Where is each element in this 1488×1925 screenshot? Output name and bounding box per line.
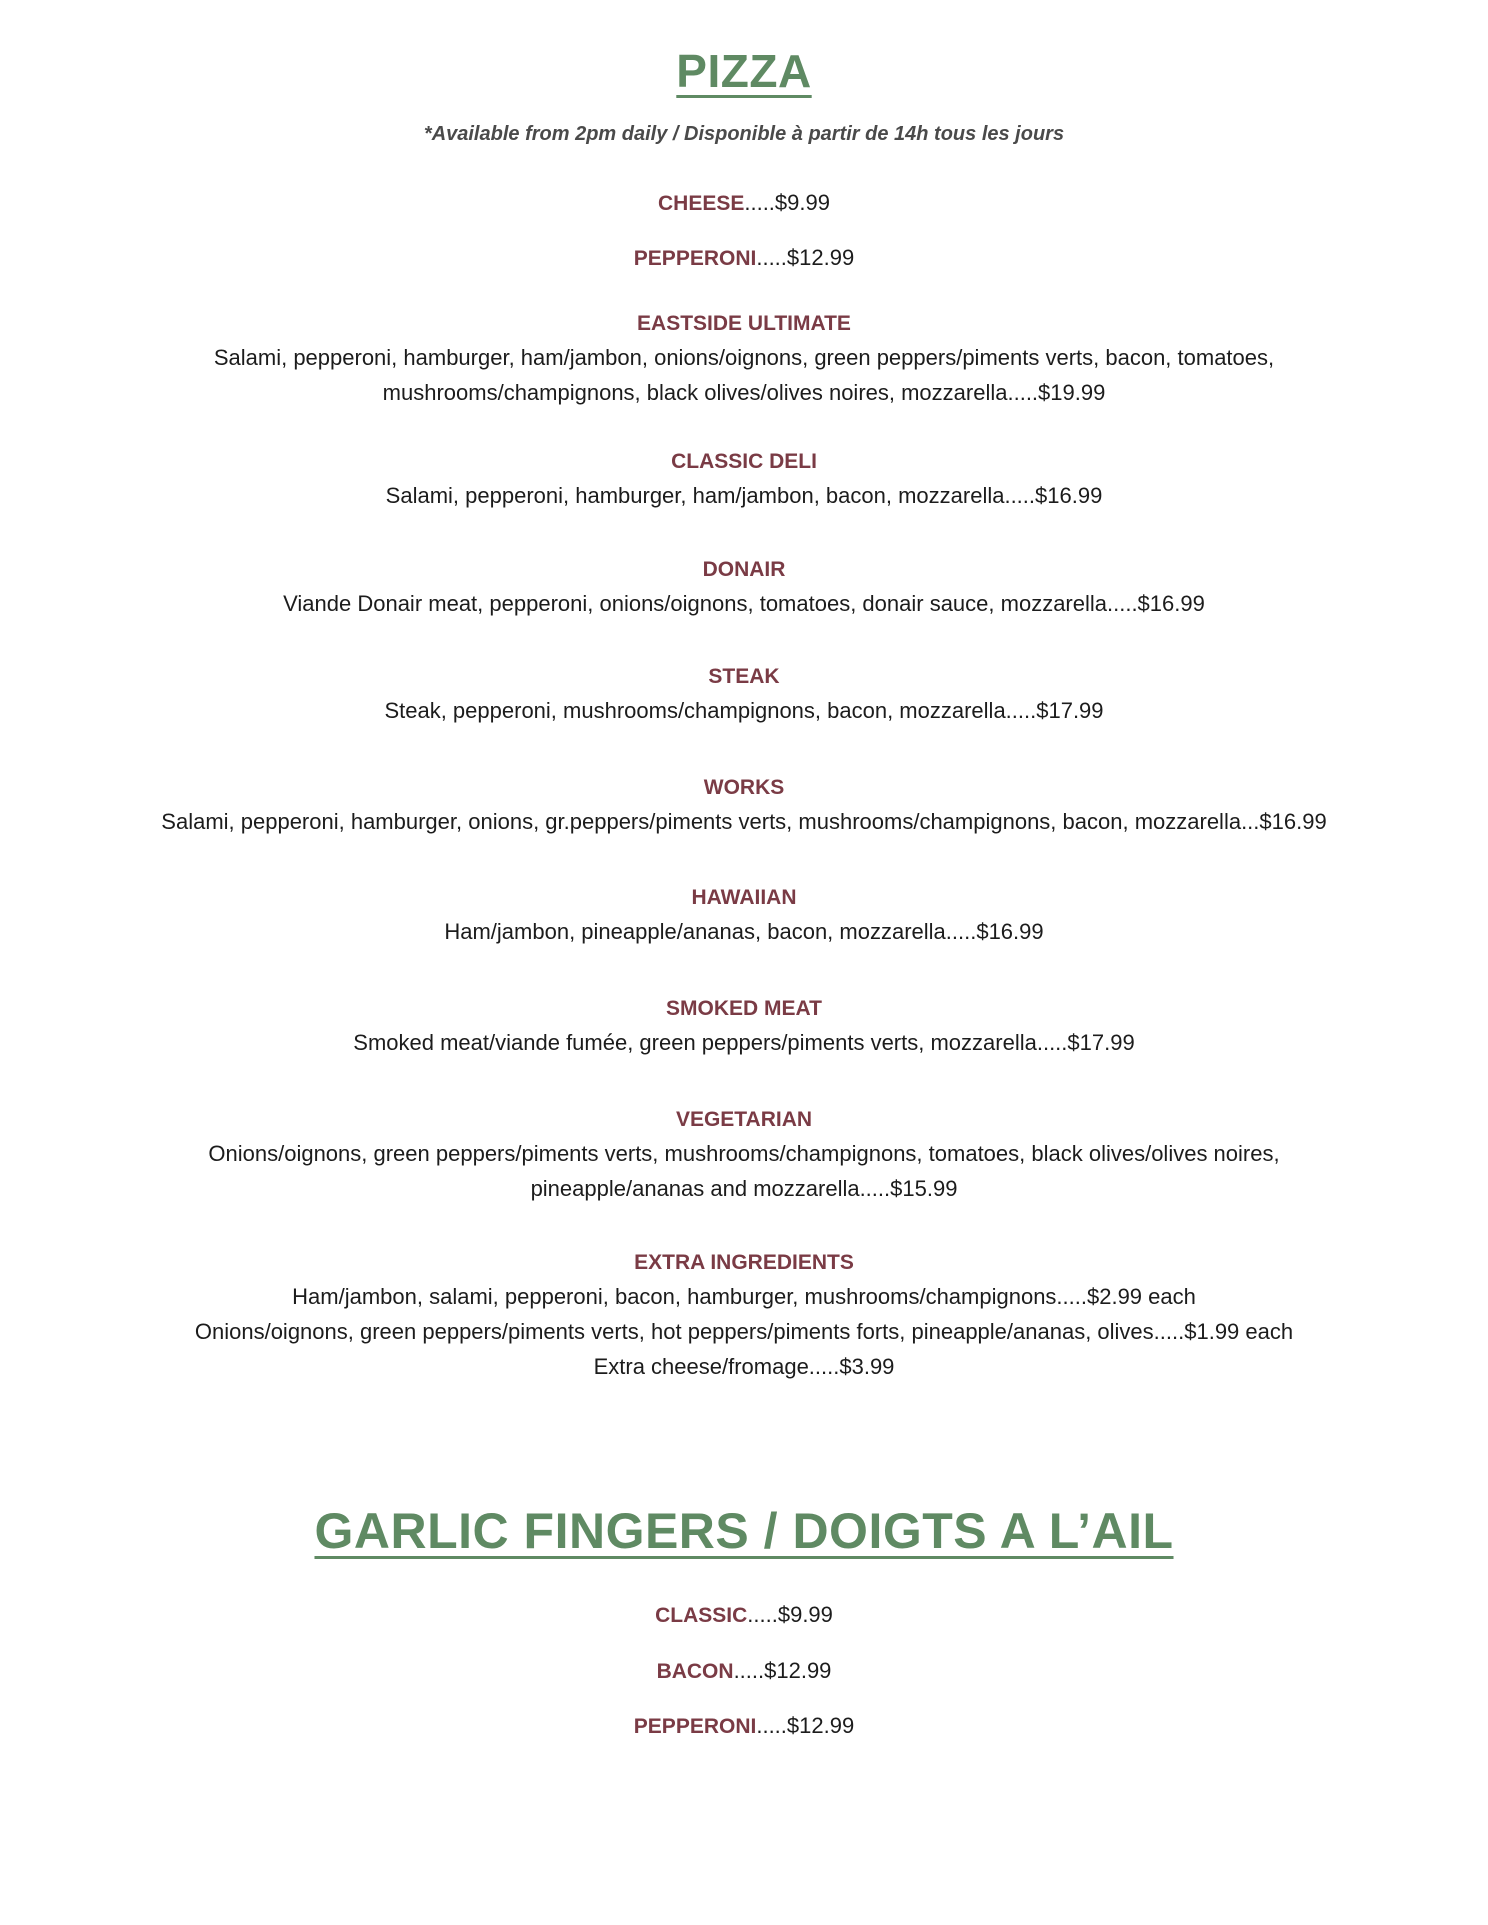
menu-item-works [0, 772, 1488, 839]
menu-item-cheese [0, 186, 1488, 221]
item-description: Ham/jambon, salami, pepperoni, bacon, hamburger, mushrooms/champignons.....$2.99 each [292, 1284, 1196, 1309]
pizza-section-title: PIZZA [676, 45, 812, 97]
item-description: Salami, pepperoni, hamburger, onions, gr.peppers/piments verts, mushrooms/champignons, bacon, mozzarella...$16.99 [161, 809, 1327, 834]
menu-item-eastside-ultimate [0, 308, 1488, 410]
item-description: Onions/oignons, green peppers/piments verts, mushrooms/champignons, tomatoes, black olives/olives noires, [208, 1141, 1280, 1166]
item-name: DONAIR [702, 558, 786, 581]
menu-item-garlic-bacon [0, 1654, 1488, 1689]
item-name: EASTSIDE ULTIMATE [637, 312, 851, 335]
garlic-fingers-section-title: GARLIC FINGERS / DOIGTS A L’AIL [314, 1503, 1174, 1559]
item-name: BACON [656, 1660, 734, 1683]
menu-item-garlic-classic [0, 1598, 1488, 1633]
menu-item-pepperoni [0, 241, 1488, 276]
menu-item-steak [0, 661, 1488, 728]
menu-item-hawaiian [0, 882, 1488, 949]
item-description: mushrooms/champignons, black olives/olives noires, mozzarella.....$19.99 [382, 380, 1106, 405]
item-name: STEAK [708, 665, 780, 688]
item-name: WORKS [703, 776, 785, 799]
item-description: Viande Donair meat, pepperoni, onions/oignons, tomatoes, donair sauce, mozzarella.....$16.99 [283, 591, 1205, 616]
item-price: .....$12.99 [756, 245, 855, 270]
menu-item-vegetarian [0, 1104, 1488, 1206]
item-name: CHEESE [658, 192, 745, 215]
menu-item-extra-ingredients [0, 1247, 1488, 1384]
item-price: .....$12.99 [756, 1713, 855, 1738]
item-name: SMOKED MEAT [666, 997, 822, 1020]
item-name: VEGETARIAN [675, 1108, 813, 1131]
item-description: Onions/oignons, green peppers/piments verts, hot peppers/piments forts, pineapple/ananas, olives.....$1.99 each [194, 1319, 1294, 1344]
item-name: PEPPERONI [633, 247, 757, 270]
item-description: Ham/jambon, pineapple/ananas, bacon, mozzarella.....$16.99 [444, 919, 1044, 944]
item-description: Steak, pepperoni, mushrooms/champignons, bacon, mozzarella.....$17.99 [384, 698, 1104, 723]
item-name: HAWAIIAN [691, 886, 797, 909]
menu-item-garlic-pepperoni [0, 1709, 1488, 1744]
item-description: Smoked meat/viande fumée, green peppers/piments verts, mozzarella.....$17.99 [353, 1030, 1135, 1055]
item-price: .....$9.99 [747, 1602, 833, 1627]
menu-item-classic-deli [0, 446, 1488, 513]
item-price: .....$9.99 [744, 190, 830, 215]
item-description: pineapple/ananas and mozzarella.....$15.99 [530, 1176, 958, 1201]
item-name: CLASSIC [655, 1604, 748, 1627]
item-name: CLASSIC DELI [671, 450, 817, 473]
menu-item-donair [0, 554, 1488, 621]
item-description: Salami, pepperoni, hamburger, ham/jambon, onions/oignons, green peppers/piments verts, bacon, tomatoes, [213, 345, 1275, 370]
item-name: EXTRA INGREDIENTS [634, 1251, 854, 1274]
item-description: Salami, pepperoni, hamburger, ham/jambon, bacon, mozzarella.....$16.99 [385, 483, 1103, 508]
pizza-availability-note: *Available from 2pm daily / Disponible à partir de 14h tous les jours [423, 123, 1065, 145]
item-price: .....$12.99 [733, 1658, 832, 1683]
menu-item-smoked-meat [0, 993, 1488, 1060]
item-description: Extra cheese/fromage.....$3.99 [593, 1354, 895, 1379]
item-name: PEPPERONI [633, 1715, 757, 1738]
